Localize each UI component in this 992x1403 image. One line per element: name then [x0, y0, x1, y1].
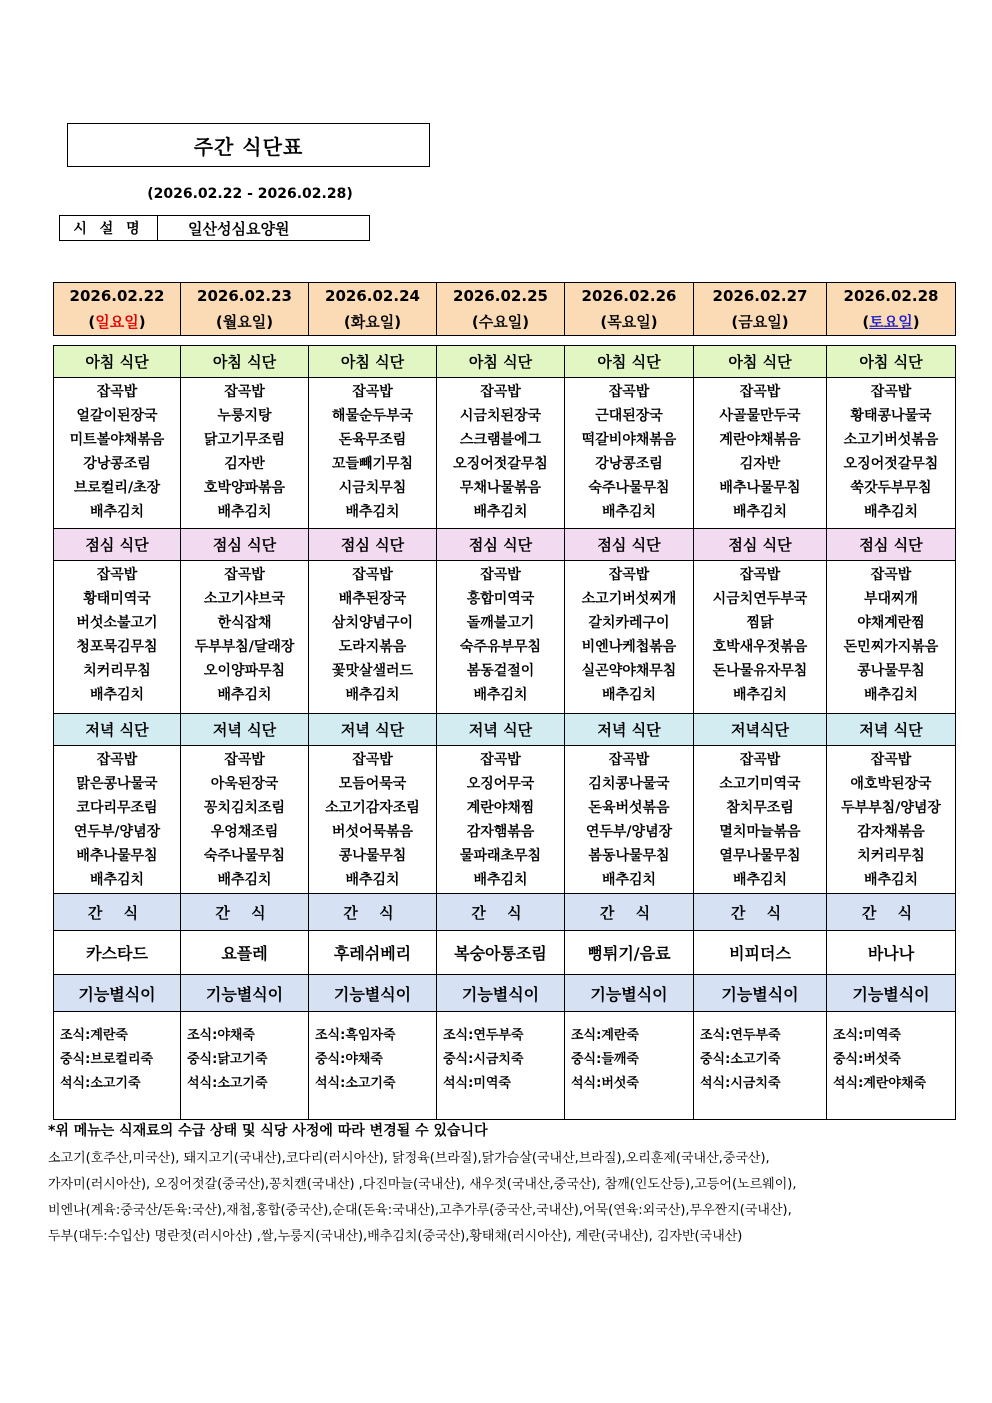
- special-item: 중식:닭고기죽: [187, 1052, 268, 1067]
- menu-item: 소고기샤브국: [203, 591, 286, 607]
- special-item: 석식:소고기죽: [315, 1076, 396, 1091]
- menu-item: 잡곡밥: [224, 384, 265, 400]
- menu-item: 잡곡밥: [608, 384, 650, 400]
- menu-item: 오징어무국: [466, 776, 535, 792]
- menu-item: 숙주유부무침: [459, 639, 542, 655]
- snack-header-row: [54, 894, 956, 931]
- date-cell: [54, 283, 181, 336]
- lunch-menu-cell: [54, 561, 181, 714]
- menu-item: 근대된장국: [595, 408, 663, 424]
- menu-item: 잡곡밥: [480, 384, 521, 400]
- breakfast-header: 아침 식단: [565, 346, 694, 378]
- special-cell: [181, 1012, 309, 1120]
- menu-item: 도라지볶음: [338, 639, 407, 655]
- menu-item: 숙주나물무침: [203, 848, 286, 864]
- menu-item: 우엉채조림: [210, 824, 279, 840]
- menu-item: 잡곡밥: [224, 752, 265, 768]
- date-header-table: [53, 282, 956, 336]
- menu-item: 잡곡밥: [352, 567, 393, 583]
- menu-item: 잡곡밥: [870, 384, 912, 400]
- menu-item: 꼬들빼기무침: [331, 456, 414, 472]
- menu-item: 모듬어묵국: [338, 776, 407, 792]
- special-header: 기능별식이: [565, 975, 694, 1012]
- menu-item: 강낭콩조림: [595, 456, 663, 472]
- menu-item: 잡곡밥: [739, 384, 781, 400]
- date-text: 2026.02.28: [843, 287, 939, 305]
- menu-item: 스크램블에그: [459, 432, 542, 448]
- date-cell: [565, 283, 694, 336]
- menu-item: 떡갈비야채볶음: [581, 432, 677, 448]
- snack-header: 간 식: [565, 894, 694, 931]
- menu-table: [53, 345, 956, 1120]
- menu-item: 잡곡밥: [96, 752, 138, 768]
- date-cell: [694, 283, 827, 336]
- menu-item: 호박양파볶음: [203, 480, 286, 496]
- menu-item: 김자반: [739, 456, 781, 472]
- menu-item: 배추나물무침: [719, 480, 801, 496]
- facility-box: [59, 215, 370, 241]
- lunch-header: 점심 식단: [694, 529, 827, 561]
- special-item: 석식:미역죽: [443, 1076, 511, 1091]
- menu-item: 코다리무조림: [76, 800, 158, 816]
- menu-item: 부대찌개: [863, 591, 919, 607]
- snack-item: 비피더스: [694, 931, 827, 975]
- lunch-menu-cell: [181, 561, 309, 714]
- menu-item: 돈나물유자무침: [712, 663, 808, 679]
- menu-item: 잡곡밥: [352, 384, 393, 400]
- special-item: 조식:야채죽: [187, 1028, 255, 1043]
- special-item: 석식:버섯죽: [571, 1076, 639, 1091]
- menu-item: 소고기감자조림: [325, 800, 420, 816]
- menu-item: 시금치된장국: [459, 408, 542, 424]
- menu-item: 돈민찌가지볶음: [843, 639, 939, 655]
- menu-item: 브로컬리/초장: [73, 480, 161, 496]
- menu-item: 배추김치: [217, 872, 272, 888]
- special-item: 석식:시금치죽: [700, 1076, 781, 1091]
- special-item: 중식:야채죽: [315, 1052, 383, 1067]
- menu-item: 애호박된장국: [850, 776, 932, 792]
- snack-header: 간 식: [309, 894, 437, 931]
- dinner-menu-cell: [309, 746, 437, 894]
- menu-item: 잡곡밥: [608, 752, 650, 768]
- date-text: 2026.02.26: [581, 287, 677, 305]
- menu-item: 잡곡밥: [739, 752, 781, 768]
- menu-item: 한식잡채: [217, 615, 272, 631]
- menu-item: 실곤약야채무침: [581, 663, 677, 679]
- snack-item: 복숭아통조림: [437, 931, 565, 975]
- origin-info: [48, 1146, 968, 1250]
- menu-item: 강낭콩조림: [83, 456, 151, 472]
- lunch-menu-cell: [694, 561, 827, 714]
- menu-item: 배추김치: [89, 504, 145, 520]
- weekday: (금요일): [731, 313, 789, 331]
- menu-item: 잡곡밥: [352, 752, 393, 768]
- dinner-menu-cell: [437, 746, 565, 894]
- breakfast-header: 아침 식단: [694, 346, 827, 378]
- menu-item: 배추김치: [863, 872, 919, 888]
- menu-item: 오이양파무침: [203, 663, 286, 679]
- special-cell: [54, 1012, 181, 1120]
- special-item: 조식:미역죽: [833, 1028, 901, 1043]
- menu-item: 잡곡밥: [96, 384, 138, 400]
- special-cell: [437, 1012, 565, 1120]
- menu-item: 잡곡밥: [870, 567, 912, 583]
- menu-item: 두부부침/양념장: [841, 800, 941, 816]
- menu-item: 연두부/양념장: [73, 824, 161, 840]
- dinner-menu-cell: [181, 746, 309, 894]
- menu-item: 두부부침/달래장: [194, 639, 295, 655]
- special-item: 조식:흑임자죽: [315, 1028, 396, 1043]
- dinner-menu-cell: [694, 746, 827, 894]
- special-row: [54, 1012, 956, 1120]
- lunch-header: 점심 식단: [54, 529, 181, 561]
- special-header: 기능별식이: [54, 975, 181, 1012]
- origin-line: 비엔나(계육:중국산/돈육:국산),재첩,홍합(중국산),순대(돈육:국내산),고추가루(중국산,국내산),어묵(연육:외국산),무우짠지(국내산),: [48, 1203, 792, 1218]
- breakfast-menu-cell: [437, 378, 565, 529]
- weekday-text: 일요일: [95, 313, 139, 331]
- menu-item: 배추김치: [863, 504, 919, 520]
- origin-line: 두부(대두:수입산) 명란젓(러시아산) ,쌀,누룽지(국내산),배추김치(중국산),황태채(러시아산), 계란(국내산), 김자반(국내산): [48, 1229, 743, 1244]
- menu-item: 배추김치: [345, 872, 400, 888]
- menu-item: 계란야채볶음: [719, 432, 801, 448]
- weekday: (화요일): [343, 313, 402, 331]
- menu-item: 콩나물무침: [338, 848, 407, 864]
- special-header: 기능별식이: [827, 975, 956, 1012]
- menu-item: 배추김치: [732, 687, 788, 703]
- menu-item: 잡곡밥: [96, 567, 138, 583]
- menu-item: 배추김치: [89, 872, 145, 888]
- special-cell: [827, 1012, 956, 1120]
- lunch-menu-cell: [309, 561, 437, 714]
- menu-item: 배추김치: [601, 687, 657, 703]
- menu-item: 배추김치: [601, 872, 657, 888]
- menu-item: 배추나물무침: [76, 848, 158, 864]
- lunch-menu-cell: [565, 561, 694, 714]
- breakfast-menu-cell: [827, 378, 956, 529]
- menu-item: 잡곡밥: [608, 567, 650, 583]
- menu-item: 배추김치: [732, 872, 788, 888]
- special-item: 조식:계란죽: [60, 1028, 128, 1043]
- menu-item: 꽃맛살샐러드: [331, 663, 414, 679]
- lunch-header: 점심 식단: [181, 529, 309, 561]
- menu-item: 배추김치: [217, 687, 272, 703]
- breakfast-header: 아침 식단: [437, 346, 565, 378]
- special-item: 조식:계란죽: [571, 1028, 639, 1043]
- breakfast-header: 아침 식단: [827, 346, 956, 378]
- weekday-text: 화요일: [350, 313, 395, 331]
- menu-item: 맑은콩나물국: [76, 776, 158, 792]
- menu-item: 돈육버섯볶음: [588, 800, 670, 816]
- menu-item: 갈치카레구이: [588, 615, 670, 631]
- lunch-header-row: [54, 529, 956, 561]
- menu-item: 시금치무침: [338, 480, 407, 496]
- menu-item: 치커리무침: [83, 663, 151, 679]
- origin-line: 소고기(호주산,미국산), 돼지고기(국내산),코다리(러시아산), 닭정육(브라질),닭가슴살(국내산,브라질),오리훈제(국내산,중국산),: [48, 1151, 770, 1166]
- menu-item: 배추김치: [473, 504, 528, 520]
- snack-item: 뻥튀기/음료: [565, 931, 694, 975]
- special-item: 중식:시금치죽: [443, 1052, 524, 1067]
- weekday: (토요일): [862, 313, 920, 331]
- menu-item: 아욱된장국: [210, 776, 279, 792]
- date-text: 2026.02.23: [197, 287, 292, 305]
- snack-item: 후레쉬베리: [309, 931, 437, 975]
- menu-item: 봄동나물무침: [588, 848, 670, 864]
- menu-item: 소고기버섯볶음: [843, 432, 939, 448]
- weekday: (월요일): [215, 313, 274, 331]
- dinner-header: 저녁 식단: [827, 714, 956, 746]
- menu-item: 봄동겉절이: [466, 663, 535, 679]
- menu-item: 치커리무침: [857, 848, 925, 864]
- breakfast-menu-cell: [181, 378, 309, 529]
- menu-item: 열무나물무침: [719, 848, 801, 864]
- menu-item: 배추김치: [345, 687, 400, 703]
- date-cell: [181, 283, 309, 336]
- special-cell: [565, 1012, 694, 1120]
- snack-item: 요플레: [181, 931, 309, 975]
- menu-item: 얼갈이된장국: [76, 408, 158, 424]
- weekday-text: 수요일: [478, 313, 523, 331]
- page-title: 주간 식단표: [67, 123, 430, 167]
- snack-header: 간 식: [54, 894, 181, 931]
- menu-item: 배추김치: [473, 687, 528, 703]
- menu-item: 물파래초무침: [459, 848, 542, 864]
- menu-item: 홍합미역국: [466, 591, 535, 607]
- menu-item: 감자햄볶음: [466, 824, 535, 840]
- menu-item: 쑥갓두부무침: [850, 480, 932, 496]
- menu-item: 잡곡밥: [870, 752, 912, 768]
- menu-item: 소고기미역국: [719, 776, 801, 792]
- menu-item: 호박새우젓볶음: [712, 639, 808, 655]
- date-text: 2026.02.25: [453, 287, 548, 305]
- dinner-header: 저녁 식단: [565, 714, 694, 746]
- menu-item: 배추김치: [217, 504, 272, 520]
- menu-item: 사골물만두국: [719, 408, 801, 424]
- lunch-menu-cell: [437, 561, 565, 714]
- menu-item: 미트볼야채볶음: [69, 432, 165, 448]
- lunch-items-row: [54, 561, 956, 714]
- breakfast-items-row: [54, 378, 956, 529]
- dinner-menu-cell: [54, 746, 181, 894]
- dinner-header-row: [54, 714, 956, 746]
- menu-item: 배추김치: [732, 504, 788, 520]
- menu-item: 꽁치김치조림: [203, 800, 286, 816]
- menu-item: 해물순두부국: [331, 408, 414, 424]
- lunch-header: 점심 식단: [309, 529, 437, 561]
- menu-item: 찜닭: [746, 615, 774, 631]
- special-item: 석식:계란야채죽: [833, 1076, 927, 1091]
- breakfast-menu-cell: [309, 378, 437, 529]
- lunch-menu-cell: [827, 561, 956, 714]
- weekday: (목요일): [600, 313, 658, 331]
- special-item: 중식:소고기죽: [700, 1052, 781, 1067]
- menu-item: 버섯어묵볶음: [331, 824, 414, 840]
- special-header-row: [54, 975, 956, 1012]
- menu-item: 무채나물볶음: [459, 480, 542, 496]
- special-cell: [694, 1012, 827, 1120]
- breakfast-header: 아침 식단: [54, 346, 181, 378]
- menu-item: 숙주나물무침: [588, 480, 670, 496]
- weekday-text: 토요일: [869, 313, 913, 331]
- weekday-text: 목요일: [607, 313, 651, 331]
- menu-item: 버섯소불고기: [76, 615, 158, 631]
- menu-item: 시금치연두부국: [712, 591, 808, 607]
- dinner-menu-cell: [827, 746, 956, 894]
- menu-item: 배추김치: [863, 687, 919, 703]
- menu-item: 청포묵김무침: [76, 639, 158, 655]
- date-cell: [309, 283, 437, 336]
- date-cell: [827, 283, 956, 336]
- special-item: 석식:소고기죽: [187, 1076, 268, 1091]
- menu-item: 멸치마늘볶음: [719, 824, 801, 840]
- date-row: [54, 283, 956, 336]
- special-header: 기능별식이: [181, 975, 309, 1012]
- breakfast-menu-cell: [565, 378, 694, 529]
- breakfast-menu-cell: [694, 378, 827, 529]
- date-range: (2026.02.22 - 2026.02.28): [147, 186, 353, 202]
- menu-item: 돈육무조림: [338, 432, 407, 448]
- snack-row: [54, 931, 956, 975]
- snack-header: 간 식: [437, 894, 565, 931]
- special-item: 조식:연두부죽: [443, 1028, 524, 1043]
- special-cell: [309, 1012, 437, 1120]
- special-header: 기능별식이: [309, 975, 437, 1012]
- special-item: 중식:브로컬리죽: [60, 1052, 154, 1067]
- snack-header: 간 식: [827, 894, 956, 931]
- special-item: 중식:들깨죽: [571, 1052, 639, 1067]
- menu-item: 야채계란찜: [857, 615, 925, 631]
- dinner-header: 저녁 식단: [437, 714, 565, 746]
- change-notice: *위 메뉴는 식재료의 수급 상태 및 식당 사정에 따라 변경될 수 있습니다: [48, 1123, 488, 1139]
- dinner-menu-cell: [565, 746, 694, 894]
- menu-item: 잡곡밥: [480, 752, 521, 768]
- special-item: 조식:연두부죽: [700, 1028, 781, 1043]
- dinner-header: 저녁 식단: [181, 714, 309, 746]
- menu-item: 배추된장국: [338, 591, 407, 607]
- lunch-header: 점심 식단: [437, 529, 565, 561]
- lunch-header: 점심 식단: [827, 529, 956, 561]
- menu-item: 계란야채찜: [466, 800, 535, 816]
- special-header: 기능별식이: [694, 975, 827, 1012]
- dinner-header: 저녁식단: [694, 714, 827, 746]
- breakfast-header: 아침 식단: [309, 346, 437, 378]
- facility-name: 일산성심요양원: [188, 219, 290, 238]
- special-header: 기능별식이: [437, 975, 565, 1012]
- menu-item: 참치무조림: [726, 800, 794, 816]
- menu-item: 배추김치: [601, 504, 657, 520]
- menu-item: 오징어젓갈무침: [453, 456, 548, 472]
- facility-label: 시 설 명: [60, 216, 158, 240]
- menu-item: 오징어젓갈무침: [843, 456, 939, 472]
- lunch-header: 점심 식단: [565, 529, 694, 561]
- menu-item: 잡곡밥: [480, 567, 521, 583]
- special-item: 중식:버섯죽: [833, 1052, 901, 1067]
- dinner-items-row: [54, 746, 956, 894]
- dinner-header: 저녁 식단: [309, 714, 437, 746]
- menu-item: 김자반: [224, 456, 265, 472]
- origin-line: 가자미(러시아산), 오징어젓갈(중국산),꽁치캔(국내산) ,다진마늘(국내산), 새우젓(국내산,중국산), 참깨(인도산등),고등어(노르웨이),: [48, 1177, 797, 1192]
- special-item: 석식:소고기죽: [60, 1076, 141, 1091]
- menu-item: 배추김치: [89, 687, 145, 703]
- menu-item: 돌깨불고기: [466, 615, 535, 631]
- weekday: (일요일): [88, 313, 146, 331]
- menu-item: 누룽지탕: [217, 408, 272, 424]
- menu-item: 연두부/양념장: [585, 824, 673, 840]
- breakfast-header-row: [54, 346, 956, 378]
- dinner-header: 저녁 식단: [54, 714, 181, 746]
- menu-item: 닭고기무조림: [203, 432, 286, 448]
- breakfast-menu-cell: [54, 378, 181, 529]
- snack-header: 간 식: [181, 894, 309, 931]
- snack-header: 간 식: [694, 894, 827, 931]
- menu-item: 김치콩나물국: [588, 776, 670, 792]
- menu-item: 잡곡밥: [739, 567, 781, 583]
- menu-item: 황태콩나물국: [850, 408, 932, 424]
- menu-item: 소고기버섯찌개: [581, 591, 677, 607]
- weekday-text: 금요일: [738, 313, 782, 331]
- snack-item: 카스타드: [54, 931, 181, 975]
- date-text: 2026.02.24: [325, 287, 420, 305]
- weekday: (수요일): [471, 313, 530, 331]
- menu-item: 감자채볶음: [857, 824, 925, 840]
- menu-item: 배추김치: [345, 504, 400, 520]
- menu-item: 황태미역국: [83, 591, 151, 607]
- date-cell: [437, 283, 565, 336]
- breakfast-header: 아침 식단: [181, 346, 309, 378]
- snack-item: 바나나: [827, 931, 956, 975]
- menu-item: 잡곡밥: [224, 567, 265, 583]
- date-text: 2026.02.27: [712, 287, 808, 305]
- menu-item: 비엔나케첩볶음: [581, 639, 677, 655]
- menu-item: 삼치양념구이: [331, 615, 414, 631]
- date-text: 2026.02.22: [69, 287, 165, 305]
- weekday-text: 월요일: [222, 313, 267, 331]
- menu-item: 콩나물무침: [857, 663, 925, 679]
- menu-item: 배추김치: [473, 872, 528, 888]
